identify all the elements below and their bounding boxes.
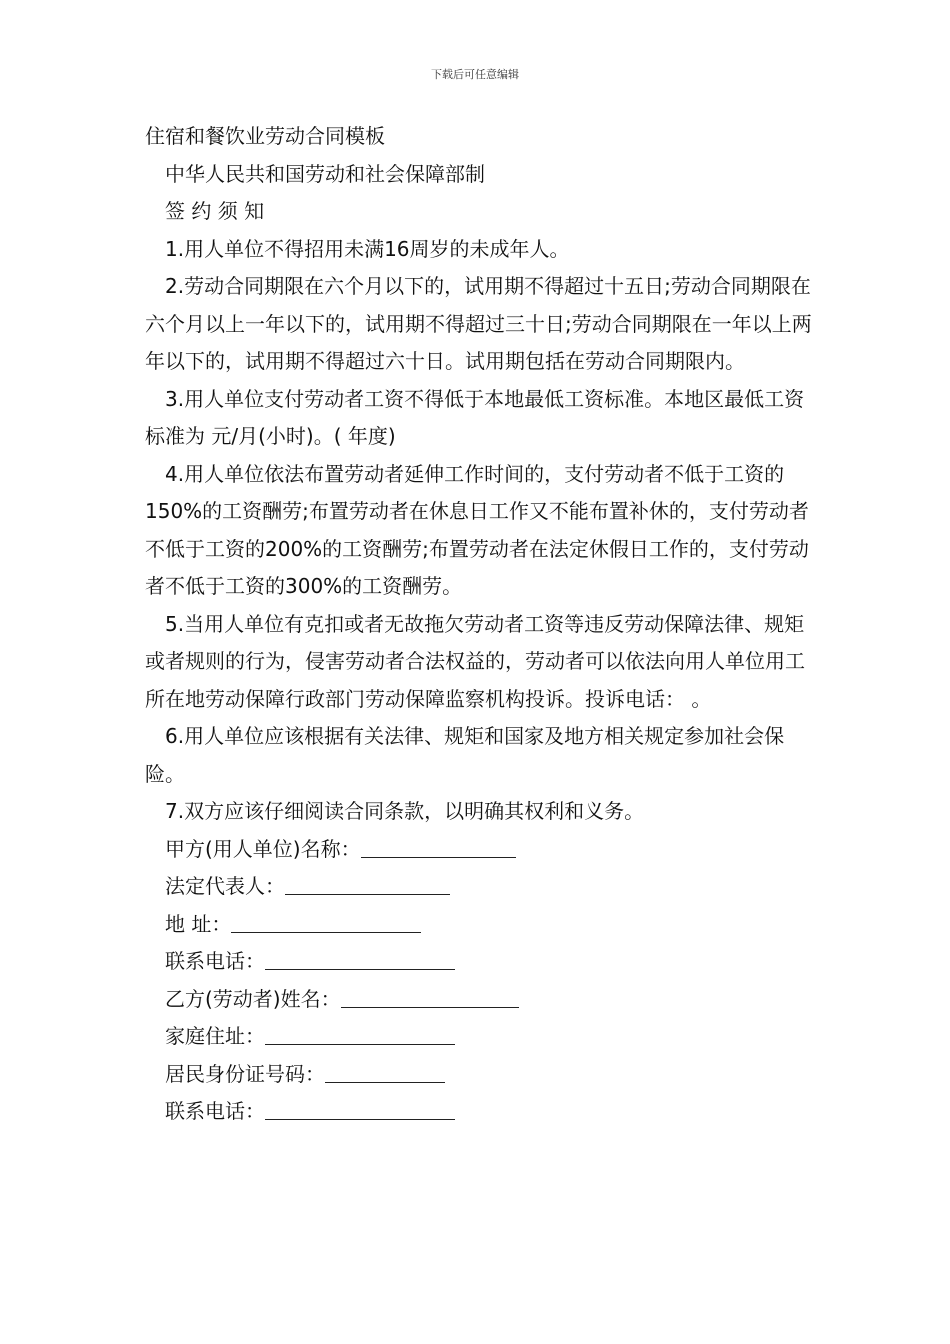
document-title: 住宿和餐饮业劳动合同模板 (145, 124, 385, 148)
field-employee-name (145, 981, 815, 1019)
fill-in-blank[interactable] (341, 985, 519, 1008)
fill-in-blank[interactable] (231, 910, 421, 933)
fill-in-blank[interactable] (265, 1097, 455, 1120)
notice-item-7: 7.双方应该仔细阅读合同条款，以明确其权利和义务。 (165, 799, 645, 823)
fill-in-blank[interactable] (265, 947, 455, 970)
fill-in-blank[interactable] (285, 872, 450, 895)
page-header-note: 下载后可任意编辑 (431, 68, 519, 81)
notice-item-5: 5.当用人单位有克扣或者无故拖欠劳动者工资等违反劳动保障法律、规矩或者规则的行为，侵害劳动者合法权益的，劳动者可以依法向用人单位用工所在地劳动保障行政部门劳动保障监察机构投诉。投诉电话： 。 (145, 611, 805, 711)
fill-in-blank[interactable] (325, 1060, 445, 1083)
field-label: 家庭住址： (165, 1024, 265, 1048)
field-id-number (145, 1056, 815, 1094)
fill-in-blank[interactable] (361, 835, 516, 858)
document-body (145, 118, 815, 1131)
notice-item-6: 6.用人单位应该根据有关法律、规矩和国家及地方相关规定参加社会保险。 (145, 724, 785, 786)
field-label: 法定代表人： (165, 874, 285, 898)
field-home-address (145, 1018, 815, 1056)
notice-item-1: 1.用人单位不得招用未满16周岁的未成年人。 (165, 236, 570, 261)
field-employee-phone (145, 1093, 815, 1131)
notice-item-3: 3.用人单位支付劳动者工资不得低于本地最低工资标准。本地区最低工资标准为 元/月(小时)。( 年度) (145, 386, 805, 448)
field-label: 联系电话： (165, 1099, 265, 1123)
field-employer-name (145, 831, 815, 869)
notice-item-2: 2.劳动合同期限在六个月以下的，试用期不得超过十五日;劳动合同期限在六个月以上一年以下的，试用期不得超过三十日;劳动合同期限在一年以上两年以下的，试用期不得超过六十日。试用期包括在劳动合同期限内。 (145, 274, 812, 373)
field-label: 地 址： (165, 911, 232, 936)
field-label: 居民身份证号码： (165, 1061, 325, 1086)
field-label: 甲方(用人单位)名称： (165, 836, 361, 861)
field-legal-representative (145, 868, 815, 906)
fill-in-blank[interactable] (265, 1022, 455, 1045)
field-label: 联系电话： (165, 949, 265, 973)
document-issuer: 中华人民共和国劳动和社会保障部制 (165, 161, 485, 186)
field-label: 乙方(劳动者)姓名： (165, 986, 341, 1011)
notice-item-4: 4.用人单位依法布置劳动者延伸工作时间的，支付劳动者不低于工资的150%的工资酬劳;布置劳动者在休息日工作又不能布置补休的，支付劳动者不低于工资的200%的工资酬劳;布置劳动者在法定休假日工作的，支付劳动者不低于工资的300%的工资酬劳。 (145, 461, 809, 598)
field-address (145, 906, 815, 944)
notice-heading: 签 约 须 知 (165, 199, 265, 223)
field-employer-phone (145, 943, 815, 981)
